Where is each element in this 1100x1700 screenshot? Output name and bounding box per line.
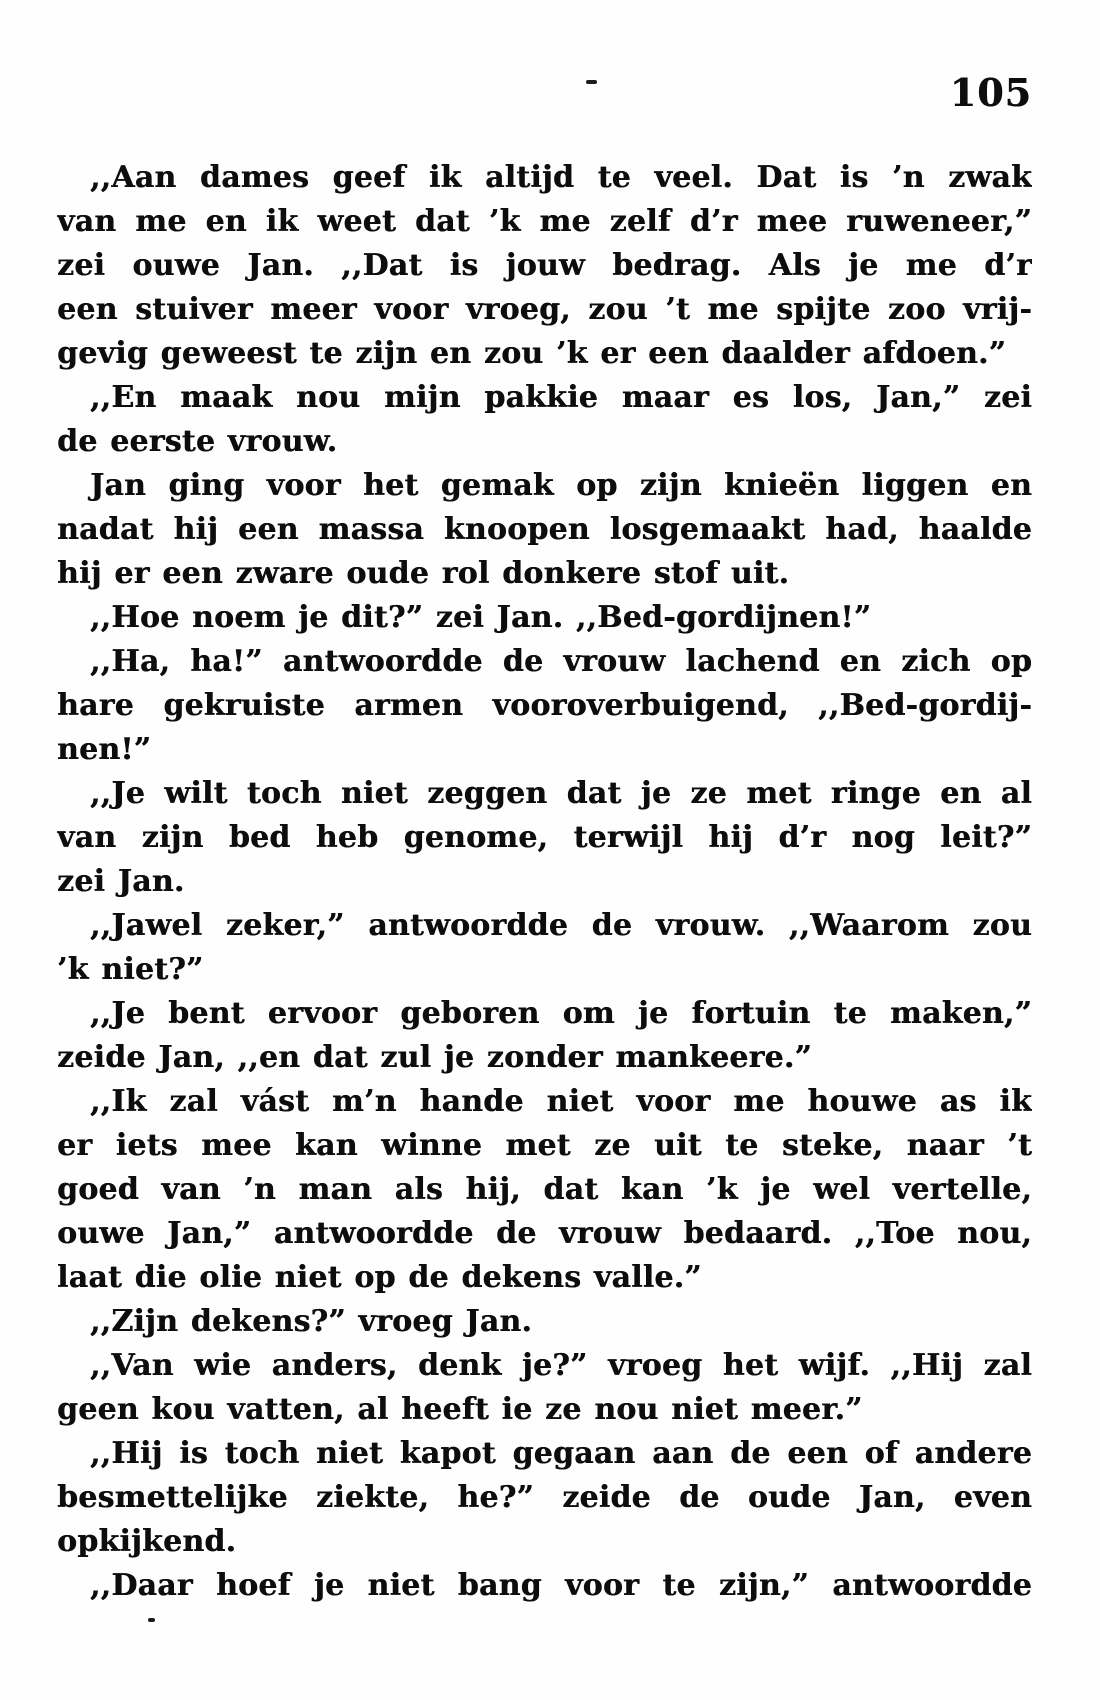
text-column <box>57 156 1032 1608</box>
text-line: ,,Ik zal vást m’n hande niet voor me houwe as ik <box>90 1084 1032 1119</box>
text-line: goed van ’n man als hij, dat kan ’k je wel vertelle, <box>57 1172 1032 1207</box>
text-line: hare gekruiste armen vooroverbuigend, ,,Bed-gordij- <box>57 688 1032 723</box>
text-line: hij er een zware oude rol donkere stof uit. <box>57 556 790 591</box>
text-line: de eerste vrouw. <box>57 424 338 459</box>
text-line: van me en ik weet dat ’k me zelf d’r mee ruweneer,” <box>57 204 1032 239</box>
text-line: ,,Ha, ha!” antwoordde de vrouw lachend en zich op <box>90 644 1032 679</box>
text-line: ,,Hoe noem je dit?” zei Jan. ,,Bed-gordijnen!” <box>90 600 872 635</box>
text-line: besmettelijke ziekte, he?” zeide de oude Jan, even <box>57 1480 1032 1515</box>
text-line: nen!” <box>57 732 152 767</box>
text-line: ,,Daar hoef je niet bang voor te zijn,” antwoordde <box>90 1568 1032 1603</box>
page-number: 105 <box>949 70 1032 115</box>
text-line: ,,Van wie anders, denk je?” vroeg het wijf. ,,Hij zal <box>90 1348 1032 1383</box>
text-line: zei Jan. <box>57 864 185 899</box>
text-line: ouwe Jan,” antwoordde de vrouw bedaard. ,,Toe nou, <box>57 1216 1032 1251</box>
text-line: laat die olie niet op de dekens valle.” <box>57 1260 702 1295</box>
text-line: ’k niet?” <box>57 952 204 987</box>
text-line: zei ouwe Jan. ,,Dat is jouw bedrag. Als je me d’r <box>57 248 1032 283</box>
text-line: ,,Je bent ervoor geboren om je fortuin te maken,” <box>90 996 1032 1031</box>
text-line: geen kou vatten, al heeft ie ze nou niet meer.” <box>57 1392 863 1427</box>
text-line: ,,Jawel zeker,” antwoordde de vrouw. ,,Waarom zou <box>90 908 1032 943</box>
text-line: ,,Aan dames geef ik altijd te veel. Dat is ’n zwak <box>90 160 1032 195</box>
text-line: nadat hij een massa knoopen losgemaakt had, haalde <box>57 512 1032 547</box>
text-line: ,,Hij is toch niet kapot gegaan aan de een of andere <box>90 1436 1032 1471</box>
text-line: er iets mee kan winne met ze uit te steke, naar ’t <box>57 1128 1032 1163</box>
text-line: ,,Je wilt toch niet zeggen dat je ze met ringe en al <box>90 776 1032 811</box>
text-line: opkijkend. <box>57 1524 237 1559</box>
text-line: van zijn bed heb genome, terwijl hij d’r nog leit?” <box>57 820 1032 855</box>
text-line: ,,Zijn dekens?” vroeg Jan. <box>90 1304 533 1339</box>
text-line: Jan ging voor het gemak op zijn knieën liggen en <box>90 468 1032 503</box>
text-line: zeide Jan, ,,en dat zul je zonder mankeere.” <box>57 1040 812 1075</box>
scan-speck-bottom <box>148 1618 155 1622</box>
text-line: gevig geweest te zijn en zou ’k er een daalder afdoen.” <box>57 336 1007 371</box>
text-line: ,,En maak nou mijn pakkie maar es los, Jan,” zei <box>90 380 1032 415</box>
scan-speck-top <box>586 80 597 84</box>
text-line: een stuiver meer voor vroeg, zou ’t me spijte zoo vrij- <box>57 292 1032 327</box>
